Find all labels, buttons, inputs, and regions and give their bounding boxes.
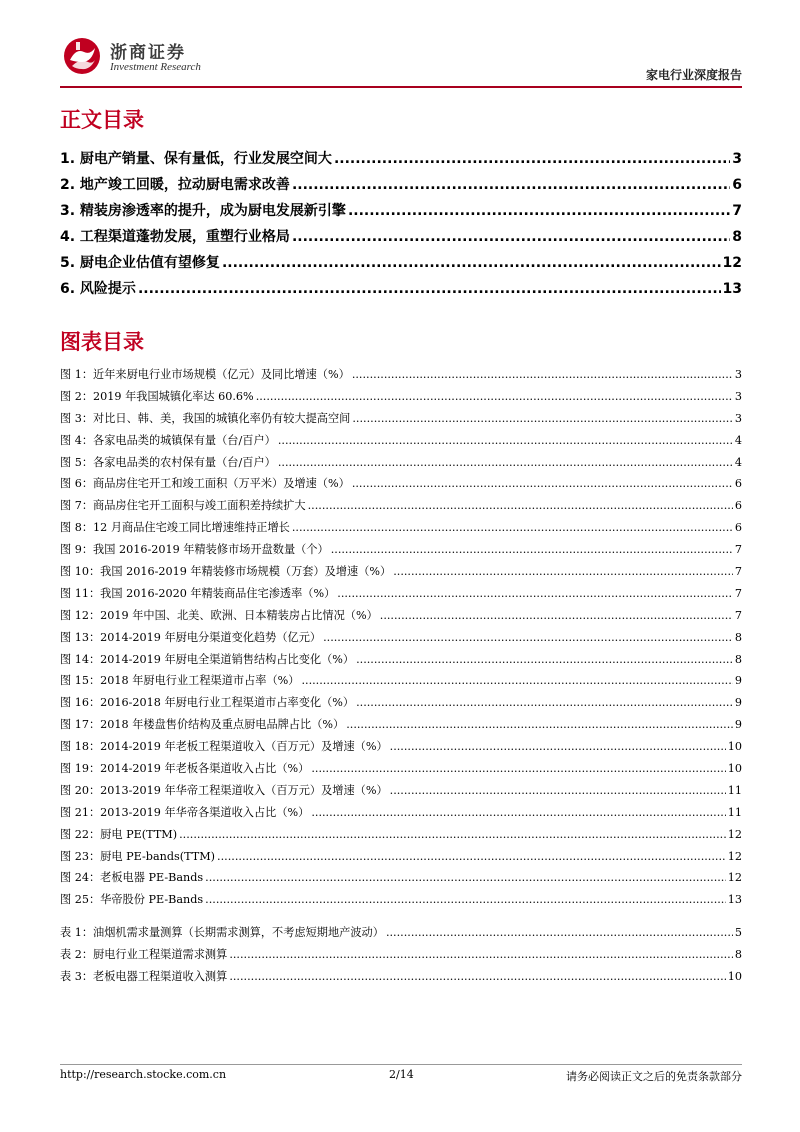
toc-entry-page: 5 bbox=[734, 926, 742, 939]
toc-leader-dots bbox=[179, 824, 726, 846]
toc-entry-page: 3 bbox=[734, 389, 742, 403]
toc-main-entry[interactable] bbox=[60, 276, 742, 302]
toc-figures-list bbox=[60, 364, 742, 911]
toc-entry-page: 7 bbox=[734, 608, 742, 622]
toc-leader-dots bbox=[352, 408, 733, 430]
toc-figure-entry[interactable] bbox=[60, 758, 742, 780]
toc-entry-label: 图 2：2019 年我国城镇化率达 60.6% bbox=[60, 389, 254, 403]
toc-entry-page: 10 bbox=[727, 762, 742, 776]
toc-figure-entry[interactable] bbox=[60, 846, 742, 868]
toc-leader-dots bbox=[356, 649, 733, 671]
toc-figure-entry[interactable] bbox=[60, 627, 742, 649]
toc-entry-label: 3. 精装房渗透率的提升，成为厨电发展新引擎 bbox=[60, 203, 346, 219]
toc-entry-page: 10 bbox=[727, 969, 742, 983]
toc-entry-label: 5. 厨电企业估值有望修复 bbox=[60, 255, 220, 271]
toc-entry-label: 图 4：各家电品类的城镇保有量（台/百户） bbox=[60, 433, 276, 447]
toc-entry-label: 图 12：2019 年中国、北美、欧洲、日本精装房占比情况（%） bbox=[60, 608, 378, 622]
toc-figures-title: 图表目录 bbox=[60, 330, 144, 354]
toc-figure-entry[interactable] bbox=[60, 539, 742, 561]
toc-entry-label: 图 21：2013-2019 年华帝各渠道收入占比（%） bbox=[60, 805, 310, 819]
toc-entry-page: 8 bbox=[734, 652, 742, 666]
toc-figure-entry[interactable] bbox=[60, 714, 742, 736]
toc-entry-label: 表 3：老板电器工程渠道收入测算 bbox=[60, 969, 228, 983]
toc-figure-entry[interactable] bbox=[60, 867, 742, 889]
toc-entry-label: 图 22：厨电 PE(TTM) bbox=[60, 827, 178, 841]
toc-entry-page: 7 bbox=[732, 203, 742, 219]
toc-entry-page: 12 bbox=[727, 849, 742, 863]
toc-leader-dots bbox=[323, 627, 733, 649]
toc-entry-page: 12 bbox=[727, 827, 742, 841]
toc-main-entry[interactable] bbox=[60, 198, 742, 224]
toc-leader-dots bbox=[278, 430, 733, 452]
toc-figure-entry[interactable] bbox=[60, 824, 742, 846]
toc-leader-dots bbox=[390, 736, 726, 758]
toc-entry-label: 2. 地产竣工回暖，拉动厨电需求改善 bbox=[60, 177, 290, 193]
toc-entry-label: 图 11：我国 2016-2020 年精装商品住宅渗透率（%） bbox=[60, 586, 336, 600]
footer-disclaimer: 请务必阅读正文之后的免责条款部分 bbox=[566, 1070, 742, 1083]
toc-entry-label: 图 14：2014-2019 年厨电全渠道销售结构占比变化（%） bbox=[60, 652, 355, 666]
toc-entry-page: 6 bbox=[732, 177, 742, 193]
toc-entry-label: 图 9：我国 2016-2019 年精装修市场开盘数量（个） bbox=[60, 543, 329, 557]
toc-leader-dots bbox=[292, 517, 733, 539]
toc-figure-entry[interactable] bbox=[60, 692, 742, 714]
toc-figure-entry[interactable] bbox=[60, 736, 742, 758]
toc-entry-label: 图 16：2016-2018 年厨电行业工程渠道市占率变化（%） bbox=[60, 696, 355, 710]
toc-figure-entry[interactable] bbox=[60, 386, 742, 408]
toc-figure-entry[interactable] bbox=[60, 495, 742, 517]
footer-page-number: 2/14 bbox=[389, 1068, 414, 1081]
toc-leader-dots bbox=[334, 146, 730, 172]
toc-entry-page: 3 bbox=[734, 368, 742, 381]
toc-entry-label: 图 17：2018 年楼盘售价结构及重点厨电品牌占比（%） bbox=[60, 718, 345, 732]
toc-leader-dots bbox=[292, 224, 730, 250]
brand-name-cn: 浙商证券 bbox=[110, 43, 186, 63]
toc-leader-dots bbox=[138, 276, 721, 302]
toc-entry-page: 4 bbox=[734, 433, 742, 447]
toc-entry-page: 8 bbox=[732, 229, 742, 245]
brand-logo-icon bbox=[62, 36, 102, 76]
toc-entry-label: 图 1：近年来厨电行业市场规模（亿元）及同比增速（%） bbox=[60, 368, 350, 381]
footer-url-link[interactable]: http://research.stocke.com.cn bbox=[60, 1068, 227, 1081]
toc-figure-entry[interactable] bbox=[60, 408, 742, 430]
toc-leader-dots bbox=[217, 846, 726, 868]
toc-leader-dots bbox=[292, 172, 730, 198]
toc-entry-page: 4 bbox=[734, 455, 742, 469]
page-footer bbox=[60, 1068, 742, 1084]
page-header bbox=[60, 34, 742, 86]
toc-leader-dots bbox=[337, 583, 733, 605]
toc-leader-dots bbox=[229, 944, 733, 966]
toc-entry-page: 13 bbox=[727, 893, 742, 907]
toc-entry-page: 7 bbox=[734, 565, 742, 579]
toc-figure-entry[interactable] bbox=[60, 605, 742, 627]
toc-leader-dots bbox=[311, 758, 725, 780]
toc-leader-dots bbox=[301, 670, 732, 692]
toc-entry-page: 9 bbox=[734, 696, 742, 710]
toc-figure-entry[interactable] bbox=[60, 517, 742, 539]
toc-entry-label: 图 25：华帝股份 PE-Bands bbox=[60, 893, 204, 907]
toc-table-entry[interactable] bbox=[60, 966, 742, 988]
toc-figure-entry[interactable] bbox=[60, 561, 742, 583]
toc-entry-page: 6 bbox=[734, 477, 742, 491]
toc-entry-label: 图 3：对比日、韩、美，我国的城镇化率仍有较大提高空间 bbox=[60, 411, 351, 425]
toc-figure-entry[interactable] bbox=[60, 780, 742, 802]
toc-entry-label: 图 13：2014-2019 年厨电分渠道变化趋势（亿元） bbox=[60, 630, 322, 644]
toc-entry-page: 8 bbox=[734, 630, 742, 644]
toc-leader-dots bbox=[229, 966, 725, 988]
toc-entry-page: 9 bbox=[734, 718, 742, 732]
toc-main-title: 正文目录 bbox=[60, 108, 144, 132]
toc-leader-dots bbox=[346, 714, 733, 736]
toc-entry-label: 图 24：老板电器 PE-Bands bbox=[60, 871, 204, 885]
toc-entry-page: 7 bbox=[734, 586, 742, 600]
toc-leader-dots bbox=[278, 452, 733, 474]
toc-figure-entry[interactable] bbox=[60, 802, 742, 824]
toc-entry-label: 1. 厨电产销量、保有量低，行业发展空间大 bbox=[60, 151, 332, 167]
toc-figure-entry[interactable] bbox=[60, 364, 742, 386]
toc-leader-dots bbox=[205, 867, 726, 889]
toc-entry-page: 6 bbox=[734, 499, 742, 513]
toc-figure-entry[interactable] bbox=[60, 473, 742, 495]
toc-entry-label: 图 23：厨电 PE-bands(TTM) bbox=[60, 849, 216, 863]
toc-main-list bbox=[60, 146, 742, 302]
toc-entry-label: 4. 工程渠道蓬勃发展，重塑行业格局 bbox=[60, 229, 290, 245]
toc-leader-dots bbox=[308, 495, 733, 517]
toc-entry-page: 12 bbox=[722, 255, 742, 271]
toc-figure-entry[interactable] bbox=[60, 452, 742, 474]
footer-divider bbox=[60, 1064, 742, 1065]
toc-entry-page: 13 bbox=[722, 281, 742, 297]
brand-logo bbox=[60, 34, 220, 80]
toc-entry-page: 3 bbox=[734, 411, 742, 425]
brand-name-en: Investment Research bbox=[110, 61, 201, 73]
toc-leader-dots bbox=[256, 386, 733, 408]
toc-leader-dots bbox=[390, 780, 726, 802]
toc-table-entry[interactable] bbox=[60, 922, 742, 944]
toc-table-entry[interactable] bbox=[60, 944, 742, 966]
toc-entry-label: 图 15：2018 年厨电行业工程渠道市占率（%） bbox=[60, 674, 300, 688]
toc-entry-page: 7 bbox=[734, 543, 742, 557]
toc-figure-entry[interactable] bbox=[60, 430, 742, 452]
report-type: 家电行业深度报告 bbox=[645, 68, 742, 82]
toc-entry-page: 11 bbox=[727, 805, 742, 819]
toc-leader-dots bbox=[222, 250, 721, 276]
toc-entry-label: 6. 风险提示 bbox=[60, 281, 136, 297]
toc-entry-page: 8 bbox=[734, 947, 742, 961]
toc-entry-label: 表 2：厨电行业工程渠道需求测算 bbox=[60, 947, 228, 961]
toc-entry-label: 图 5：各家电品类的农村保有量（台/百户） bbox=[60, 455, 276, 469]
toc-leader-dots bbox=[352, 364, 733, 386]
toc-entry-page: 10 bbox=[727, 740, 742, 754]
toc-entry-label: 图 10：我国 2016-2019 年精装修市场规模（万套）及增速（%） bbox=[60, 565, 392, 579]
toc-figure-entry[interactable] bbox=[60, 583, 742, 605]
toc-main-entry[interactable] bbox=[60, 224, 742, 250]
toc-figure-entry[interactable] bbox=[60, 649, 742, 671]
toc-leader-dots bbox=[380, 605, 733, 627]
toc-entry-page: 9 bbox=[734, 674, 742, 688]
toc-entry-label: 图 19：2014-2019 年老板各渠道收入占比（%） bbox=[60, 762, 310, 776]
toc-entry-label: 图 7：商品房住宅开工面积与竣工面积差持续扩大 bbox=[60, 499, 306, 513]
toc-figure-entry[interactable] bbox=[60, 889, 742, 911]
toc-leader-dots bbox=[393, 561, 733, 583]
toc-leader-dots bbox=[386, 922, 733, 944]
toc-entry-label: 图 20：2013-2019 年华帝工程渠道收入（百万元）及增速（%） bbox=[60, 783, 388, 797]
toc-entry-page: 11 bbox=[727, 783, 742, 797]
toc-leader-dots bbox=[205, 889, 726, 911]
toc-figure-entry[interactable] bbox=[60, 670, 742, 692]
toc-entry-label: 表 1：油烟机需求量测算（长期需求测算，不考虑短期地产波动） bbox=[60, 926, 384, 939]
toc-entry-label: 图 6：商品房住宅开工和竣工面积（万平米）及增速（%） bbox=[60, 477, 350, 491]
toc-entry-page: 12 bbox=[727, 871, 742, 885]
toc-entry-label: 图 18：2014-2019 年老板工程渠道收入（百万元）及增速（%） bbox=[60, 740, 388, 754]
toc-leader-dots bbox=[331, 539, 733, 561]
toc-leader-dots bbox=[348, 198, 730, 224]
toc-entry-page: 3 bbox=[732, 151, 742, 167]
toc-leader-dots bbox=[356, 692, 733, 714]
toc-tables-list bbox=[60, 922, 742, 988]
toc-main-entry[interactable] bbox=[60, 250, 742, 276]
toc-entry-page: 6 bbox=[734, 521, 742, 535]
toc-leader-dots bbox=[352, 473, 733, 495]
toc-main-entry[interactable] bbox=[60, 146, 742, 172]
toc-main-entry[interactable] bbox=[60, 172, 742, 198]
toc-leader-dots bbox=[311, 802, 725, 824]
toc-entry-label: 图 8：12 月商品住宅竣工同比增速维持正增长 bbox=[60, 521, 290, 535]
header-divider bbox=[60, 86, 742, 88]
